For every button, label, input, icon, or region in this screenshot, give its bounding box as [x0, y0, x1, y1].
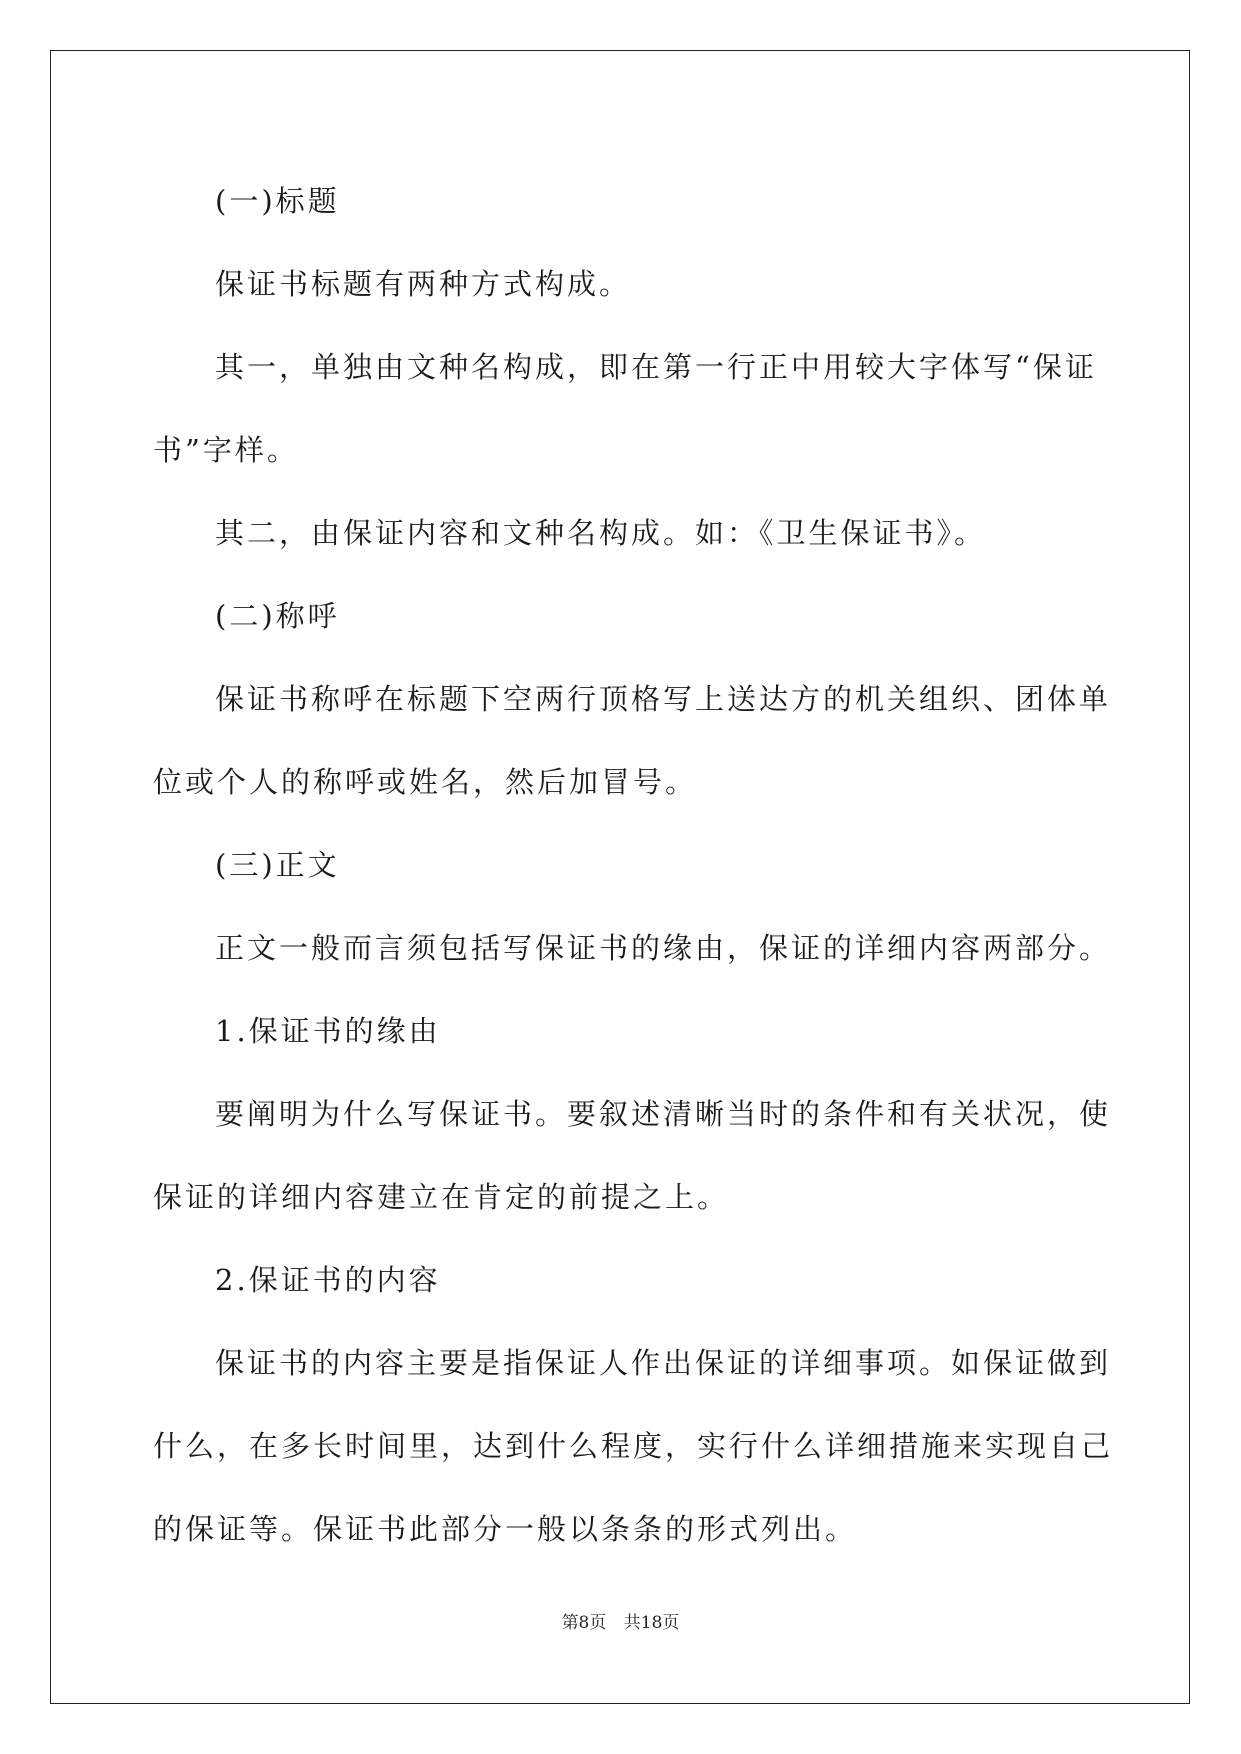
section-heading-title: (一)标题	[215, 184, 340, 218]
section-heading-salutation: (二)称呼	[215, 599, 340, 633]
subheading-reason: 1.保证书的缘由	[215, 1014, 441, 1048]
paragraph-continuation: 书”字样。	[153, 433, 299, 467]
paragraph-continuation: 什么，在多长时间里，达到什么程度，实行什么详细措施来实现自己	[153, 1429, 1114, 1463]
paragraph: 要阐明为什么写保证书。要叙述清晰当时的条件和有关状况，使	[215, 1097, 1112, 1131]
page-number: 第8页	[561, 1613, 607, 1633]
page-footer	[0, 1608, 1241, 1633]
paragraph: 保证书的内容主要是指保证人作出保证的详细事项。如保证做到	[215, 1346, 1112, 1380]
paragraph: 保证书称呼在标题下空两行顶格写上送达方的机关组织、团体单	[215, 682, 1112, 716]
paragraph: 保证书标题有两种方式构成。	[215, 267, 632, 301]
document-body	[153, 160, 1114, 1571]
paragraph-continuation: 位或个人的称呼或姓名，然后加冒号。	[153, 765, 698, 799]
page-total: 共18页	[623, 1613, 680, 1633]
paragraph-continuation: 的保证等。保证书此部分一般以条条的形式列出。	[153, 1512, 858, 1546]
paragraph: 其二，由保证内容和文种名构成。如：《卫生保证书》。	[215, 516, 987, 550]
section-heading-body: (三)正文	[215, 848, 340, 882]
paragraph: 其一，单独由文种名构成，即在第一行正中用较大字体写“保证	[215, 350, 1097, 384]
subheading-content: 2.保证书的内容	[215, 1263, 441, 1297]
paragraph-continuation: 保证的详细内容建立在肯定的前提之上。	[153, 1180, 730, 1214]
paragraph: 正文一般而言须包括写保证书的缘由，保证的详细内容两部分。	[215, 931, 1112, 965]
